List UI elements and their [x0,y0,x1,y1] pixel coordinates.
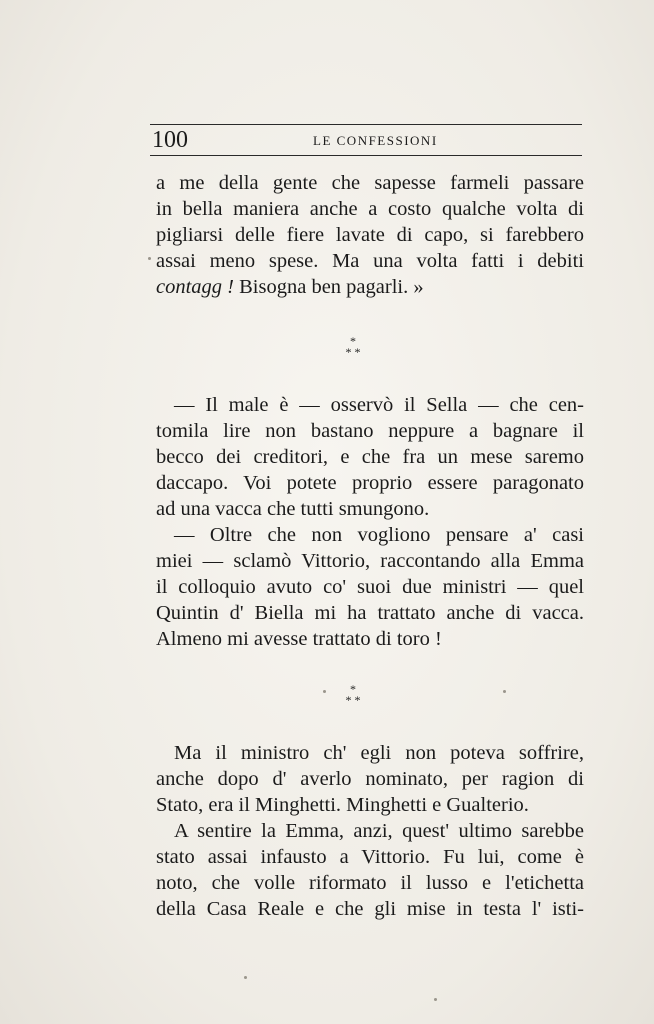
text-line: tomila lire non bastano neppure a bagnare il [156,420,584,442]
text-line [156,274,584,300]
asterism-bottom: * * [345,693,361,707]
text-line: stato assai infausto a Vittorio. Fu lui, come è [156,846,584,868]
running-title: LE CONFESSIONI [313,133,438,148]
text-line: Ma il ministro ch' egli non poteva soffrire, [174,742,584,764]
header-rule-bottom [150,155,582,156]
text-line: A sentire la Emma, anzi, quest' ultimo sarebbe [174,820,584,842]
paper-speck [244,976,247,979]
section-asterism [26,336,654,358]
text-line: miei — sclamò Vittorio, raccontando alla Emma [156,550,584,572]
text-line: becco dei creditori, e che fra un mese saremo [156,446,584,468]
text-line: a me della gente che sapesse farmeli passare [156,172,584,194]
asterism-top: * [350,334,356,348]
text-line: assai meno spese. Ma una volta fatti i debiti [156,250,584,272]
text-line: in bella maniera anche a costo qualche volta di [156,198,584,220]
text-line: della Casa Reale e che gli mise in testa l' isti- [156,898,584,920]
asterism-bottom: * * [345,345,361,359]
text-line: il colloquio avuto co' suoi due ministri — quel [156,576,584,598]
asterism-top: * [350,682,356,696]
header-rule-top [150,124,582,125]
text-line: — Oltre che non vogliono pensare a' casi [174,524,584,546]
text-line: Almeno mi avesse trattato di toro ! [156,628,442,650]
italic-word: contagg ! [156,276,234,298]
section-asterism [26,684,654,706]
text-line: ad una vacca che tutti smungono. [156,498,430,520]
text-line: Stato, era il Minghetti. Minghetti e Gualterio. [156,794,529,816]
text-line: Quintin d' Biella mi ha trattato anche di vacca. [156,602,584,624]
text-span: Bisogna ben pagarli. » [234,276,424,298]
text-line: noto, che volle riformato il lusso e l'etichetta [156,872,584,894]
paper-speck [503,690,506,693]
text-line: — Il male è — osservò il Sella — che cen- [174,394,584,416]
paper-speck [323,690,326,693]
text-line: daccapo. Voi potete proprio essere paragonato [156,472,584,494]
text-line: pigliarsi delle fiere lavate di capo, si farebbero [156,224,584,246]
text-line: anche dopo d' averlo nominato, per ragion di [156,768,584,790]
paper-speck [148,257,151,260]
paper-speck [434,998,437,1001]
page-number: 100 [152,127,188,153]
